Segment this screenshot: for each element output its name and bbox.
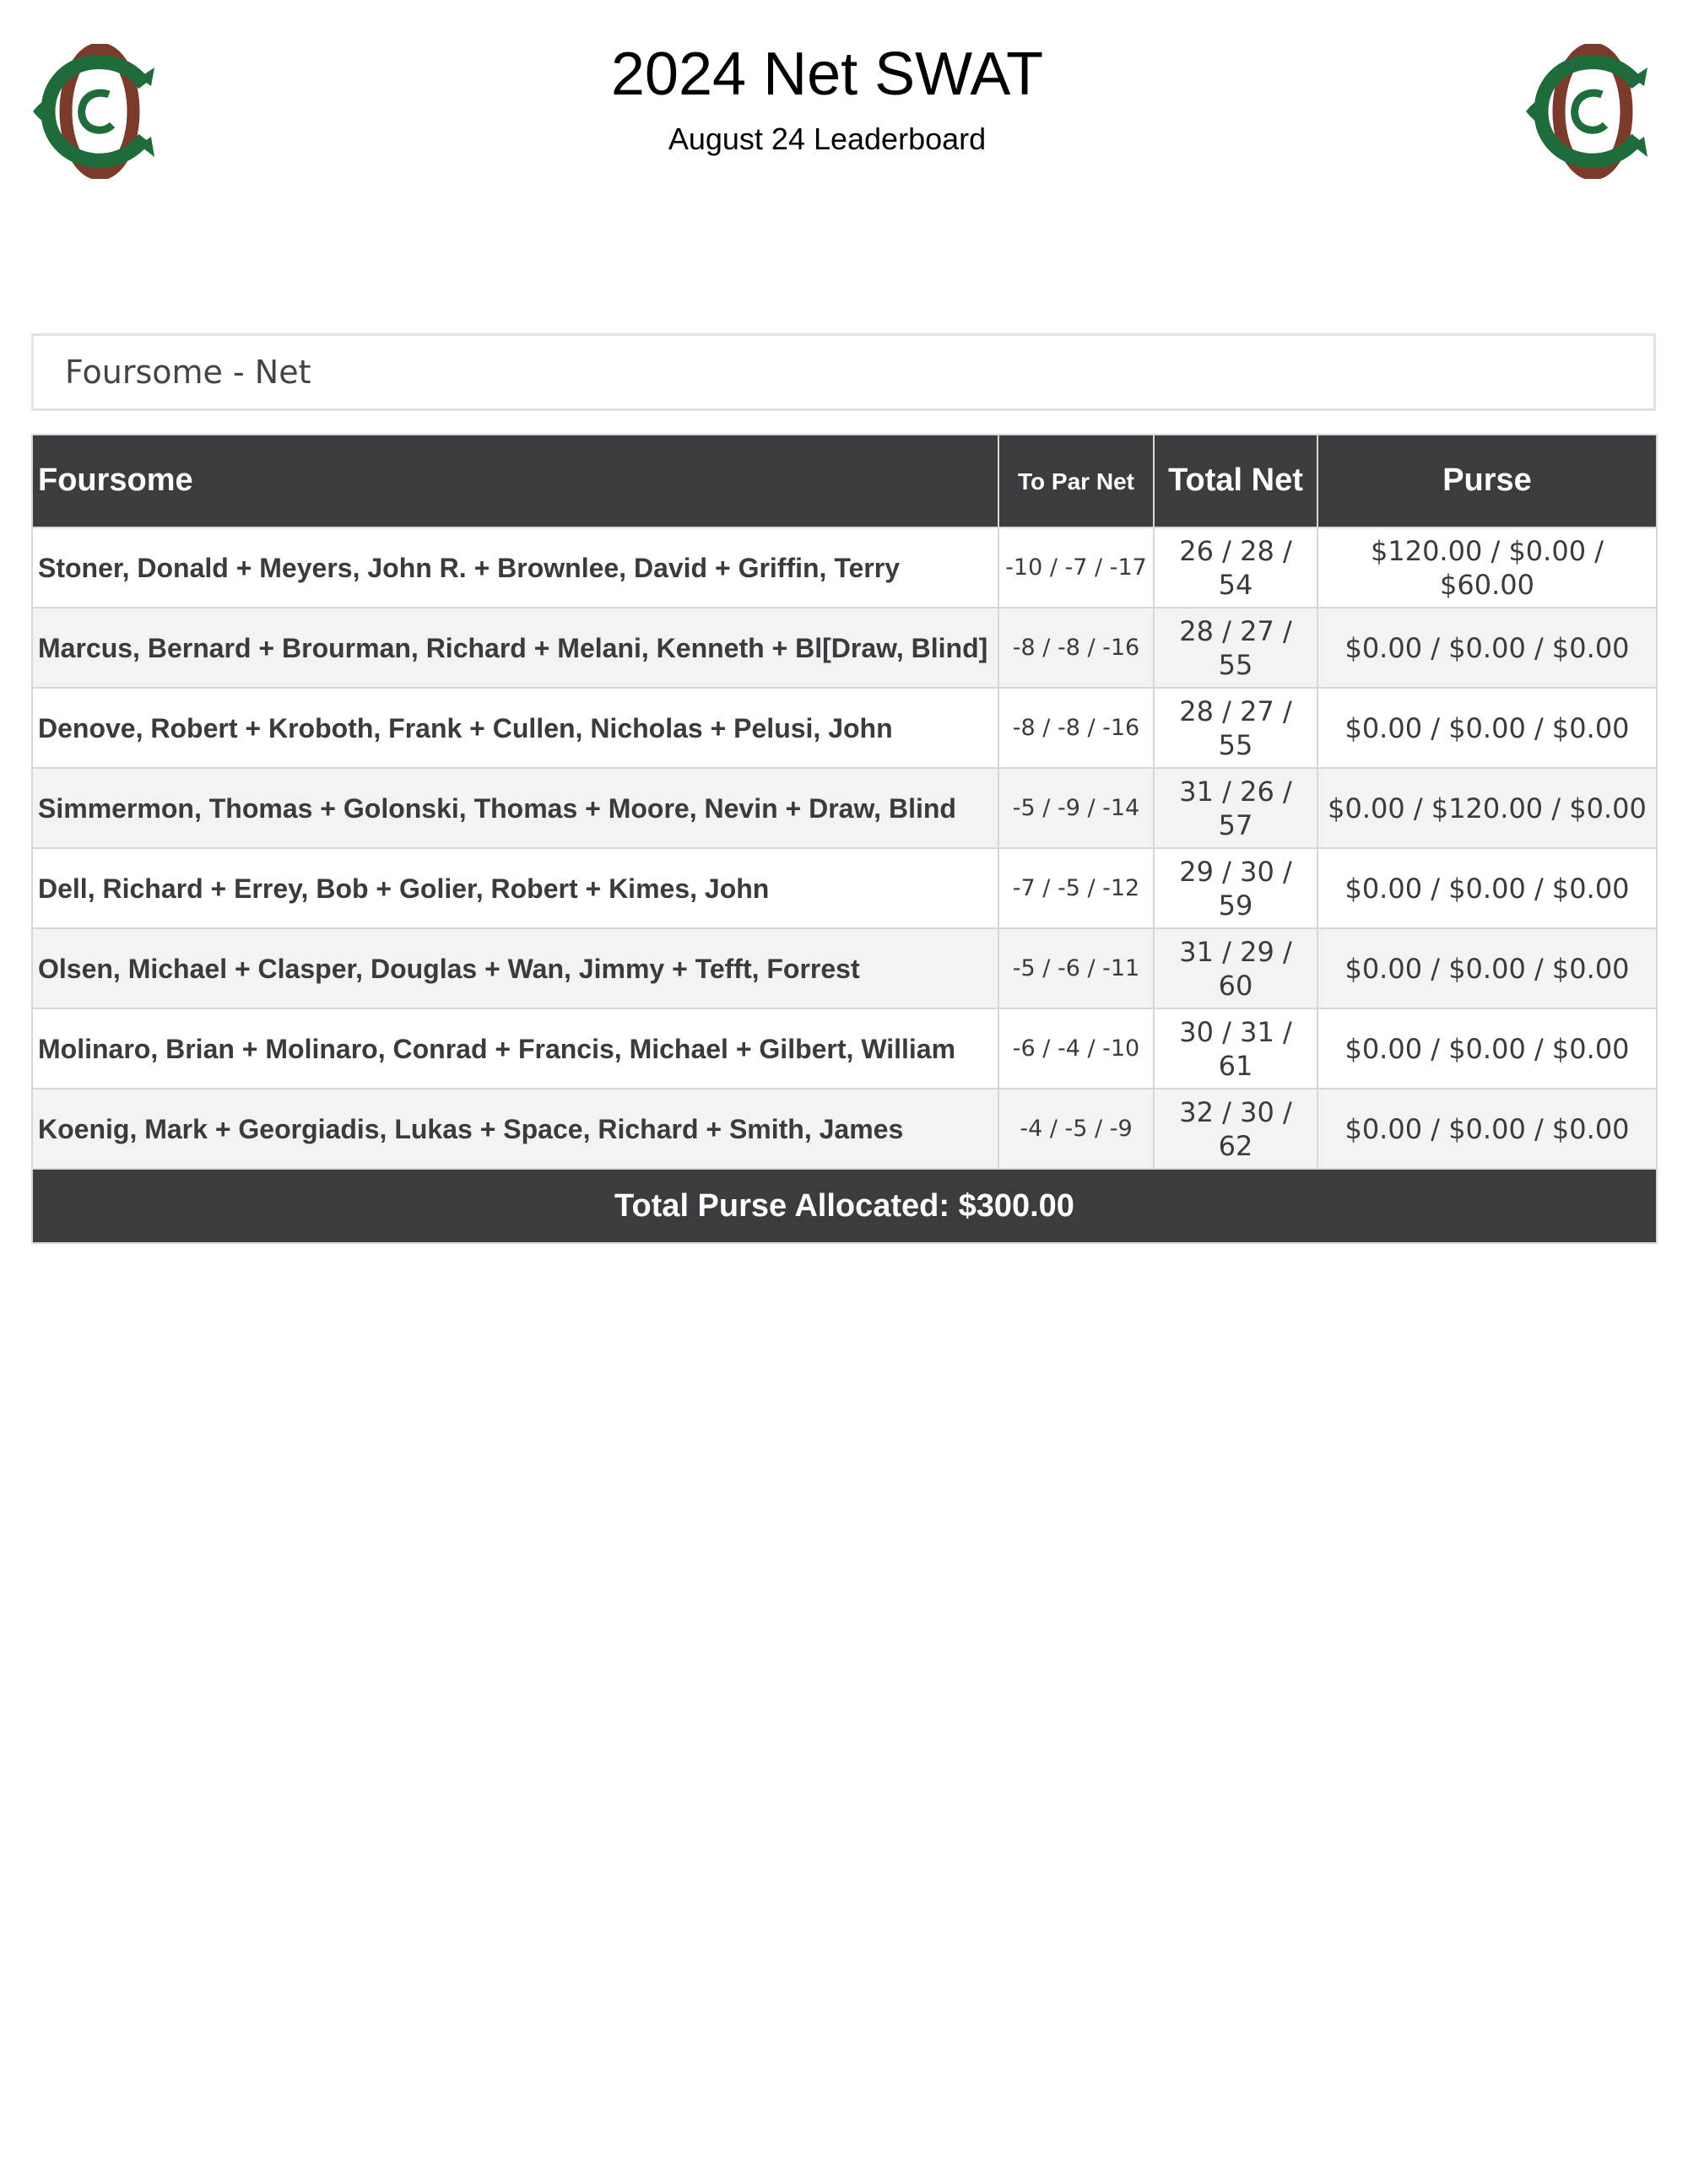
table-row [32, 768, 1657, 848]
purse: $0.00 / $120.00 / $0.00 [1317, 768, 1657, 848]
column-header-total-net: Total Net [1154, 435, 1317, 527]
to-par-net: -8 / -8 / -16 [998, 688, 1154, 768]
table-row [32, 1008, 1657, 1089]
foursome-names: Dell, Richard + Errey, Bob + Golier, Robert + Kimes, John [32, 848, 998, 928]
to-par-net: -4 / -5 / -9 [998, 1089, 1154, 1169]
foursome-names: Denove, Robert + Kroboth, Frank + Cullen, Nicholas + Pelusi, John [32, 688, 998, 768]
page-subtitle: August 24 Leaderboard [668, 122, 987, 156]
column-header-foursome: Foursome [32, 435, 998, 527]
total-purse-allocated: Total Purse Allocated: $300.00 [32, 1169, 1657, 1243]
foursome-names: Molinaro, Brian + Molinaro, Conrad + Francis, Michael + Gilbert, William [32, 1008, 998, 1089]
to-par-net: -10 / -7 / -17 [998, 527, 1154, 608]
purse: $0.00 / $0.00 / $0.00 [1317, 1089, 1657, 1169]
total-net: 29 / 30 / 59 [1154, 848, 1317, 928]
total-net: 32 / 30 / 62 [1154, 1089, 1317, 1169]
to-par-net: -7 / -5 / -12 [998, 848, 1154, 928]
to-par-net: -5 / -9 / -14 [998, 768, 1154, 848]
table-header-row [32, 435, 1657, 527]
table-row [32, 608, 1657, 688]
foursome-names: Olsen, Michael + Clasper, Douglas + Wan, Jimmy + Tefft, Forrest [32, 928, 998, 1008]
to-par-net: -8 / -8 / -16 [998, 608, 1154, 688]
purse: $0.00 / $0.00 / $0.00 [1317, 1008, 1657, 1089]
table-footer-row [32, 1169, 1657, 1243]
total-net: 31 / 26 / 57 [1154, 768, 1317, 848]
table-row [32, 848, 1657, 928]
purse: $0.00 / $0.00 / $0.00 [1317, 688, 1657, 768]
table-row [32, 527, 1657, 608]
foursome-names: Marcus, Bernard + Brourman, Richard + Melani, Kenneth + Bl[Draw, Blind] [32, 608, 998, 688]
total-net: 28 / 27 / 55 [1154, 608, 1317, 688]
total-net: 28 / 27 / 55 [1154, 688, 1317, 768]
page-title: 2024 Net SWAT [610, 41, 1044, 108]
table-row [32, 928, 1657, 1008]
to-par-net: -5 / -6 / -11 [998, 928, 1154, 1008]
column-header-purse: Purse [1317, 435, 1657, 527]
total-net: 30 / 31 / 61 [1154, 1008, 1317, 1089]
purse: $0.00 / $0.00 / $0.00 [1317, 928, 1657, 1008]
foursome-names: Simmermon, Thomas + Golonski, Thomas + Moore, Nevin + Draw, Blind [32, 768, 998, 848]
table-row [32, 1089, 1657, 1169]
column-header-to-par-net: To Par Net [998, 435, 1154, 527]
leaderboard-table [31, 434, 1658, 1244]
to-par-net: -6 / -4 / -10 [998, 1008, 1154, 1089]
purse: $0.00 / $0.00 / $0.00 [1317, 848, 1657, 928]
table-row [32, 688, 1657, 768]
foursome-names: Stoner, Donald + Meyers, John R. + Brownlee, David + Griffin, Terry [32, 527, 998, 608]
section-header [31, 333, 1656, 411]
purse: $120.00 / $0.00 / $60.00 [1317, 527, 1657, 608]
foursome-names: Koenig, Mark + Georgiadis, Lukas + Space, Richard + Smith, James [32, 1089, 998, 1169]
purse: $0.00 / $0.00 / $0.00 [1317, 608, 1657, 688]
total-net: 26 / 28 / 54 [1154, 527, 1317, 608]
section-label: Foursome - Net [65, 354, 311, 391]
total-net: 31 / 29 / 60 [1154, 928, 1317, 1008]
